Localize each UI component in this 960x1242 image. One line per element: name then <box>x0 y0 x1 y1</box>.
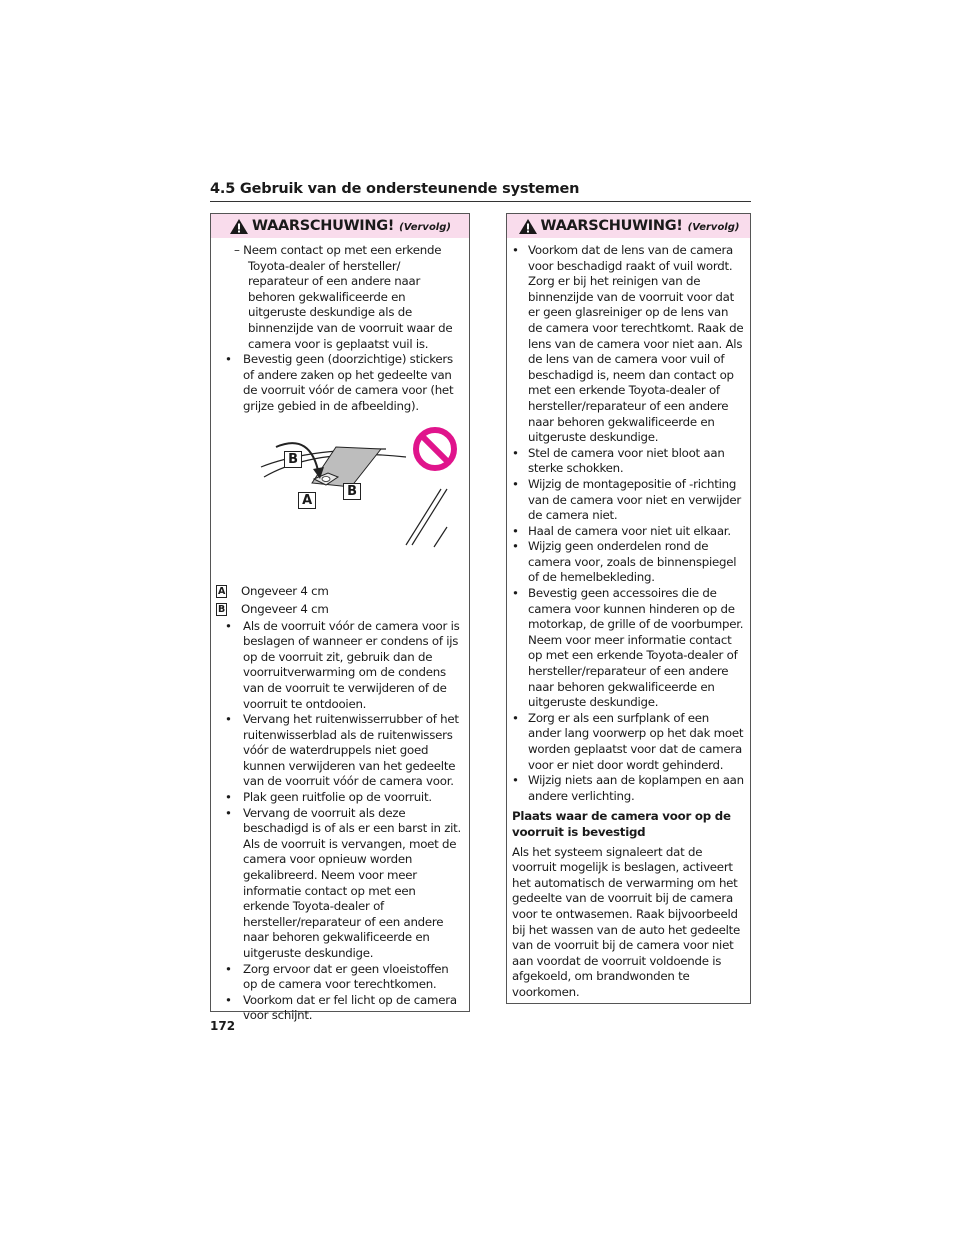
bullet-mark: • <box>225 790 232 805</box>
bullet-text: Voorkom dat de lens van de camera voor beschadigd raakt of vuil wordt. Zorg er bij het reinigen van de binnenzijde van de voorruit voor dat er geen glasreiniger op de lens van de camera voor terechtkomt. Raak de lens van de camera voor niet aan. Als de lens van de camera voor vuil of beschadigd is, neem dan contact op met een erkende Toyota-dealer of hersteller/reparateur of een andere naar behoren gekwalificeerde en uitgeruste deskundige. <box>528 243 744 445</box>
bullet-item <box>216 352 464 414</box>
legend-text: Ongeveer 4 cm <box>241 583 329 598</box>
bullet-item <box>512 477 745 524</box>
bullet-text: Wijzig geen onderdelen rond de camera voor, zoals de binnenspiegel of de hemelbekleding. <box>528 539 737 585</box>
windshield-diagram <box>216 427 466 575</box>
dash-text: – Neem contact op met een erkende Toyota-dealer of hersteller/ reparateur of een andere naar behoren gekwalificeerde en uitgeruste deskundige als de binnenzijde van de voorruit waar de camera voor is geplaatst vuil is. <box>234 243 453 351</box>
warning-body <box>507 238 750 1001</box>
bullet-mark: • <box>225 618 232 633</box>
legend-row-b <box>216 601 464 619</box>
warning-subtitle: (Vervolg) <box>687 222 740 233</box>
bullet-text: Wijzig de montagepositie of -richting van de camera voor niet en verwijder de camera niet. <box>528 476 742 523</box>
bullet-item <box>216 806 464 962</box>
warning-header <box>507 214 750 238</box>
bullet-item <box>512 586 745 711</box>
bullet-mark: • <box>512 710 519 725</box>
bullet-mark: • <box>512 243 519 257</box>
bullet-mark: • <box>512 445 519 460</box>
bullet-mark: • <box>512 586 519 601</box>
bullet-item <box>512 243 745 446</box>
warning-triangle-icon <box>229 218 249 235</box>
bullet-text: Haal de camera voor niet uit elkaar. <box>528 523 731 538</box>
bullet-text: Zorg er als een surfplank of een ander lang voorwerp op het dak moet worden geplaatst voor dat de camera voor er niet door wordt gehinderd. <box>528 710 744 772</box>
bullet-item <box>216 619 464 713</box>
warning-box-right <box>506 213 751 1004</box>
bullet-item <box>512 524 745 540</box>
bullet-text: Voorkom dat er fel licht op de camera voor schijnt. <box>243 992 457 1023</box>
windshield-figure <box>216 427 466 575</box>
bullet-text: Stel de camera voor niet bloot aan sterke schokken. <box>528 445 725 476</box>
page-number: 172 <box>210 1019 236 1033</box>
figure-label-b: B <box>343 483 361 500</box>
bullet-text: Bevestig geen (doorzichtige) stickers of andere zaken op het gedeelte van de voorruit vóór de camera voor (het grijze gebied in de afbeelding). <box>243 352 454 413</box>
bullet-text: Als de voorruit vóór de camera voor is beslagen of wanneer er condens of ijs op de voorruit zit, gebruik dan de voorruitverwarming om de condens van de voorruit te verwijderen of de voorruit te ontdooien. <box>243 618 460 711</box>
bullet-text: Plak geen ruitfolie op de voorruit. <box>243 790 432 805</box>
dash-item <box>216 243 464 352</box>
bullet-text: Vervang de voorruit als deze beschadigd is of als er een barst in zit. Als de voorruit is vervangen, moet de camera voor opnieuw worden gekalibreerd. Neem voor meer informatie contact op met een erkende Toyota-dealer of hersteller/reparateur of een andere naar behoren gekwalificeerde en uitgeruste deskundige. <box>243 805 462 960</box>
bullet-mark: • <box>225 805 232 820</box>
legend-row-a <box>216 583 464 601</box>
bullet-mark: • <box>225 961 232 976</box>
section-title: 4.5 Gebruik van de ondersteunende systemen <box>210 181 580 197</box>
bullet-text: Wijzig niets aan de koplampen en aan andere verlichting. <box>528 773 744 803</box>
warning-triangle-icon <box>518 218 538 235</box>
warning-title: WAARSCHUWING! <box>252 218 395 234</box>
warning-header <box>211 214 469 238</box>
bullet-text: Vervang het ruitenwisserrubber of het ruitenwisserblad als de ruitenwissers vóór de waterdruppels niet goed kunnen verwijderen van het gedeelte van de voorruit vóór de camera voor. <box>243 712 459 789</box>
warning-title: WAARSCHUWING! <box>540 218 683 234</box>
bullet-text: Bevestig geen accessoires die de camera voor kunnen hinderen op de motorkap, de grille of de voorbumper. Neem voor meer informatie contact op met een erkende Toyota-dealer of hersteller/reparateur of een andere naar behoren gekwalificeerde en uitgeruste deskundige. <box>528 586 744 710</box>
bullet-mark: • <box>512 773 519 788</box>
figure-legend <box>216 583 464 619</box>
bullet-mark: • <box>225 992 232 1007</box>
bullet-item <box>512 539 745 586</box>
bullet-item <box>216 962 464 993</box>
camera-location-heading: Plaats waar de camera voor op de voorruit is bevestigd <box>512 809 731 839</box>
bullet-mark: • <box>225 712 232 727</box>
bullet-item <box>216 712 464 790</box>
bullet-item <box>512 711 745 773</box>
bullet-item <box>216 790 464 806</box>
bullet-mark: • <box>512 476 519 491</box>
bullet-item <box>512 773 745 804</box>
warning-subtitle: (Vervolg) <box>399 222 451 233</box>
bullet-mark: • <box>512 539 519 554</box>
legend-key: B <box>218 604 225 616</box>
legend-text: Ongeveer 4 cm <box>241 601 329 616</box>
bullet-mark: • <box>225 352 232 367</box>
section-header <box>210 178 751 202</box>
bullet-item <box>512 446 745 477</box>
camera-location-paragraph: Als het systeem signaleert dat de voorruit mogelijk is beslagen, activeert het automatisch de verwarming om het gedeelte van de voorruit bij de camera voor te ontwasemen. Raak bijvoorbeeld bij het wassen van de auto het gedeelte van de voorruit bij de camera voor niet aan voordat de voorruit voldoende is afgekoeld, om brandwonden te voorkomen. <box>512 844 741 999</box>
warning-box-left <box>210 213 470 1023</box>
figure-label-b-top: B <box>284 451 302 468</box>
legend-key: A <box>217 586 226 598</box>
bullet-item <box>216 993 464 1024</box>
warning-body <box>211 238 469 1024</box>
figure-label-a: A <box>298 492 316 509</box>
bullet-mark: • <box>512 523 519 538</box>
bullet-text: Zorg ervoor dat er geen vloeistoffen op de camera voor terechtkomen. <box>243 961 449 992</box>
